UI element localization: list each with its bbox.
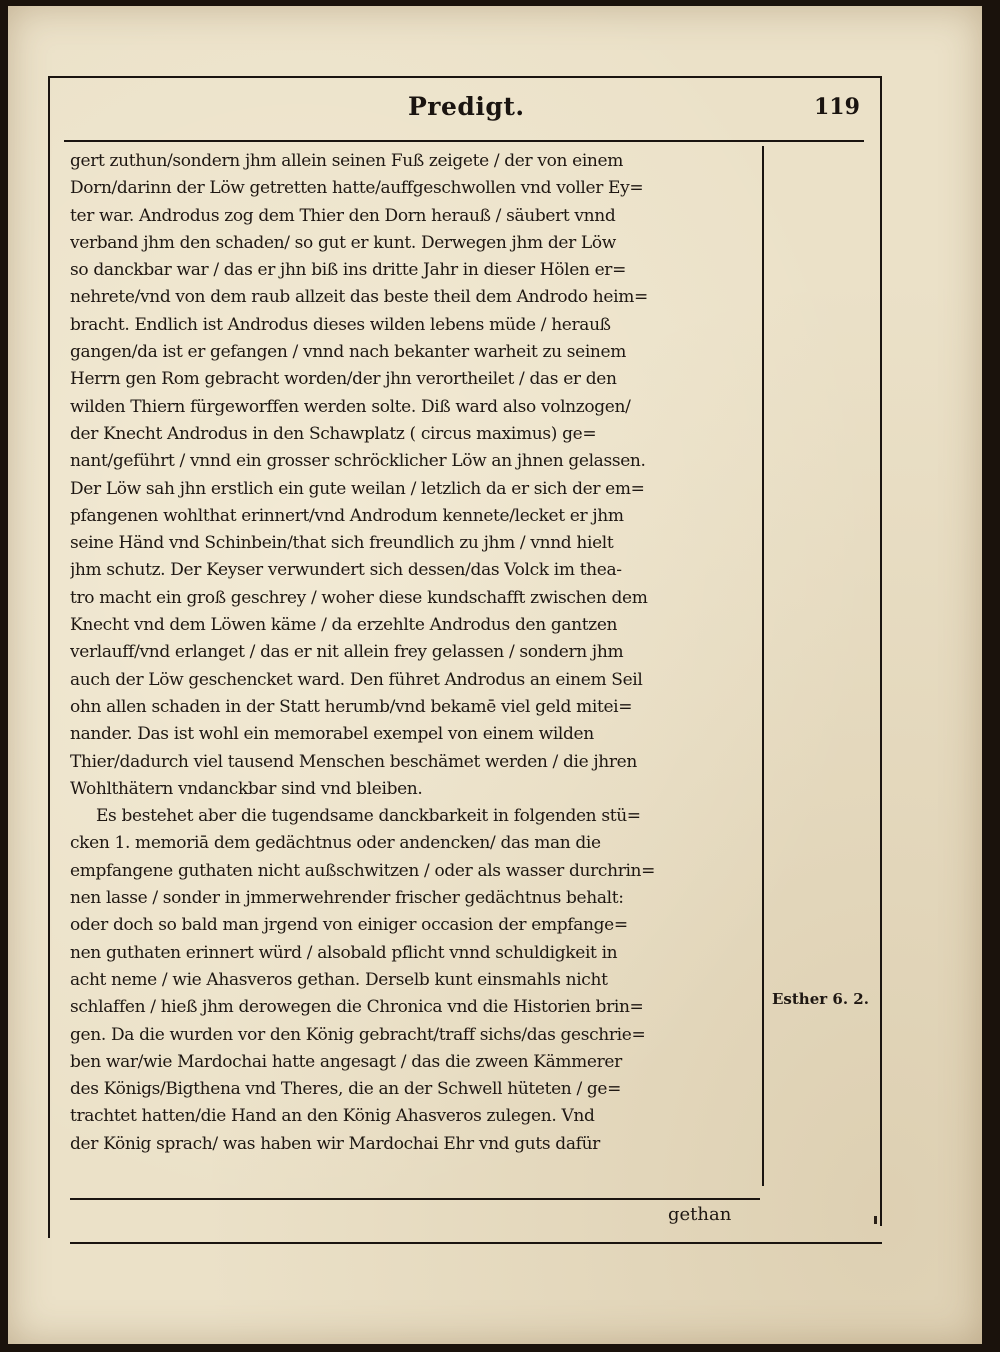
text-line: der Knecht Androdus in den Schawplatz ( circus maximus) ge= [70,423,597,444]
text-line: gen. Da die wurden vor den König gebracht/traff sichs/das geschrie= [70,1024,646,1045]
text-line: nant/geführt / vnnd ein grosser schröcklicher Löw an jhnen gelassen. [70,451,646,472]
book-page [8,6,982,1344]
bottom-rule [70,1242,882,1244]
text-line: gert zuthun/sondern jhm allein seinen Fuß zeigete / der von einem [70,151,624,171]
frame-right-rule [880,76,882,1226]
text-line: Dorn/darinn der Löw getretten hatte/auffgeschwollen vnd voller Ey= [70,178,644,199]
text-line: ohn allen schaden in der Statt herumb/vnd bekamē viel geld mitei= [70,696,633,717]
text-line: Der Löw sah jhn erstlich ein gute weilan / letzlich da er sich der em= [70,478,645,499]
text-line: empfangene guthaten nicht außschwitzen / oder als wasser durchrin= [70,860,656,881]
text-line: gangen/da ist er gefangen / vnnd nach bekanter warheit zu seinem [70,342,626,363]
text-line: ben war/wie Mardochai hatte angesagt / das die zween Kämmerer [70,1051,622,1072]
margin-column-rule [762,146,764,1186]
footer-rule [70,1198,760,1200]
text-line: verlauff/vnd erlanget / das er nit allein frey gelassen / sondern jhm [70,642,624,663]
text-line: pfangenen wohlthat erinnert/vnd Androdum kennete/lecket er jhm [70,505,624,526]
text-line: schlaffen / hieß jhm derowegen die Chronica vnd die Historien brin= [70,997,644,1018]
frame-top-rule [48,76,882,78]
text-line: ter war. Androdus zog dem Thier den Dorn herauß / säubert vnnd [70,205,616,226]
text-line: verband jhm den schaden/ so gut er kunt. Derwegen jhm der Löw [70,232,616,253]
text-line: wilden Thiern fürgeworffen werden solte. Diß ward also volnzogen/ [70,396,631,417]
text-line: bracht. Endlich ist Androdus dieses wilden lebens müde / herauß [70,314,611,335]
text-line: so danckbar war / das er jhn biß ins dritte Jahr in dieser Hölen er= [70,260,626,281]
text-line: oder doch so bald man jrgend von einiger occasion der empfange= [70,915,628,936]
text-line: Herrn gen Rom gebracht worden/der jhn verortheilet / das er den [70,369,617,390]
text-line: Knecht vnd dem Löwen käme / da erzehlte Androdus den gantzen [70,615,618,636]
text-line-paragraph-start: Es bestehet aber die tugendsame danckbarkeit in folgenden stü= [96,806,641,827]
text-line: cken 1. memoriā dem gedächtnus oder andencken/ das man die [70,833,601,854]
text-line: Wohlthätern vndanckbar sind vnd bleiben. [70,778,423,799]
text-line: nen lasse / sonder in jmmerwehrender frischer gedächtnus behalt: [70,888,624,909]
text-line: seine Händ vnd Schinbein/that sich freundlich zu jhm / vnnd hielt [70,533,614,554]
text-line: der König sprach/ was haben wir Mardochai Ehr vnd guts dafür [70,1133,600,1154]
text-line: des Königs/Bigthena vnd Theres, die an der Schwell hüteten / ge= [70,1079,622,1100]
text-line: trachtet hatten/die Hand an den König Ahasveros zulegen. Vnd [70,1106,595,1127]
running-head: Predigt. [408,92,525,121]
marginal-note: Esther 6. 2. [772,990,869,1008]
body-text [70,148,760,1158]
ink-mark [874,1216,877,1224]
text-line: nen guthaten erinnert würd / alsobald pflicht vnnd schuldigkeit in [70,942,618,963]
text-line: jhm schutz. Der Keyser verwundert sich dessen/das Volck im thea- [70,560,622,581]
catchword: gethan [668,1204,732,1225]
text-line: acht neme / wie Ahasveros gethan. Derselb kunt einsmahls nicht [70,969,608,990]
text-line: tro macht ein groß geschrey / woher diese kundschafft zwischen dem [70,587,648,608]
text-line: auch der Löw geschencket ward. Den führet Androdus an einem Seil [70,669,643,690]
text-line: nander. Das ist wohl ein memorabel exempel von einem wilden [70,724,594,745]
text-line: Thier/dadurch viel tausend Menschen beschämet werden / die jhren [70,751,637,772]
page-number: 119 [814,94,860,120]
text-line: nehrete/vnd von dem raub allzeit das beste theil dem Androdo heim= [70,287,648,308]
frame-left-rule [48,76,50,1238]
header-rule [64,140,864,142]
